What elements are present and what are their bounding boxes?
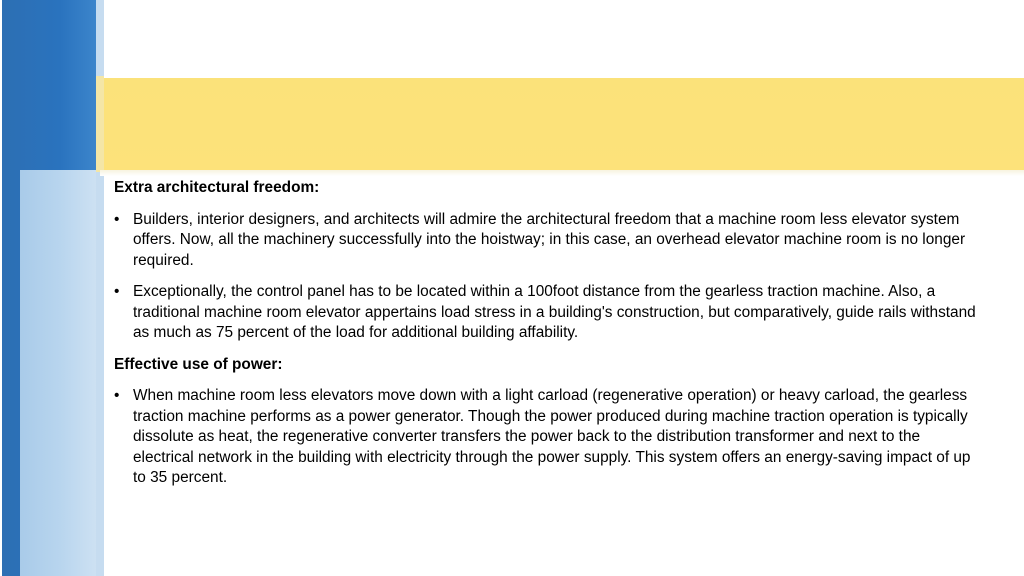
- bullet-item: • Builders, interior designers, and architects will admire the architectural freedom that a machine room less elevator system offers. Now, all the machinery successfully into the hoistway; in this case, an overhead elevator machine room is no longer required.: [114, 210, 984, 272]
- section-heading-effective-power: Effective use of power:: [114, 355, 283, 373]
- left-accent-bar-light: [20, 170, 100, 576]
- bullet-item: • When machine room less elevators move down with a light carload (regenerative operation) or heavy carload, the gearless traction machine performs as a power generator. Though the power produced during machine traction operation is typically dissolute as heat, the regenerative converter transfers the power back to the distribution transformer and next to the electrical network in the building with electricity through the power supply. This system offers an energy-saving impact of up to 35 percent.: [114, 386, 984, 489]
- bullet-list-effective-power: [114, 386, 984, 489]
- header-band: [100, 78, 1024, 170]
- bullet-item: • Exceptionally, the control panel has to be located within a 100foot distance from the gearless traction machine. Also, a traditional machine room elevator appertains load stress in a building's construction, but comparatively, guide rails withstand as much as 75 percent of the load for additional building affability.: [114, 282, 984, 344]
- slide-body: [114, 178, 984, 500]
- header-band-edge: [96, 76, 104, 172]
- section-heading-architectural-freedom: Extra architectural freedom:: [114, 179, 320, 196]
- header-divider: [100, 170, 1024, 176]
- bullet-list-architectural-freedom: [114, 210, 984, 344]
